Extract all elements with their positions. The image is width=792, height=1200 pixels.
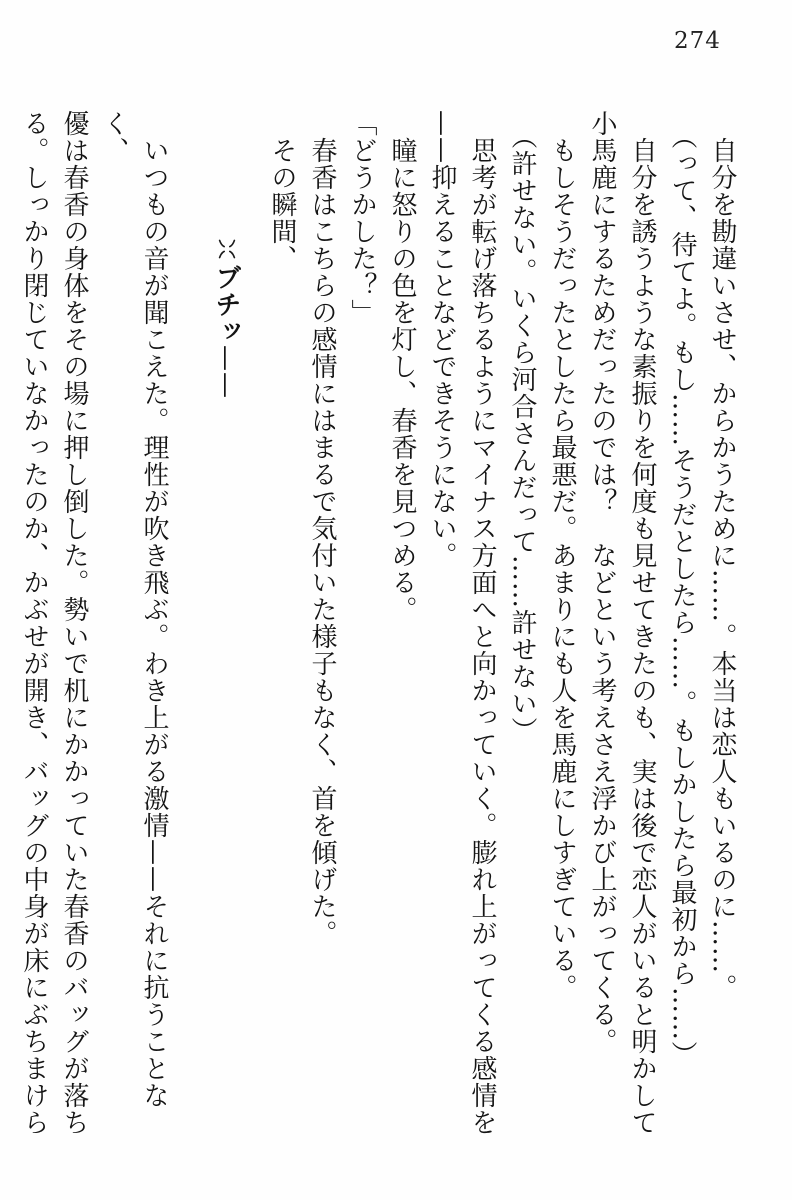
text-line: （って、待てよ。もし……そうだとしたら……。もしかしたら最初から……） bbox=[667, 123, 697, 1068]
text-line: （許せない。いくら河合さんだって……許せない） bbox=[507, 123, 537, 744]
text-line: 瞳に怒りの色を灯し、春香を見つめる。 bbox=[387, 137, 417, 623]
anger-mark-icon bbox=[213, 236, 239, 264]
text-line: ——抑えることなどできそうにない。 bbox=[427, 110, 457, 569]
text-line: 優は春香の身体をその場に押し倒した。勢いで机にかかっていた春香のバッグが落ち bbox=[59, 110, 89, 1136]
text-line: る。しっかり閉じていなかったのか、かぶせが開き、バッグの中身が床にぶちまけら bbox=[19, 110, 49, 1136]
sfx-text: ブチッ bbox=[211, 264, 241, 345]
page-number: 274 bbox=[674, 28, 721, 54]
dialogue-line: 「どうかした？」 bbox=[347, 110, 377, 326]
text-line: 自分を勘違いさせ、からかうために……。本当は恋人もいるのに……。 bbox=[707, 137, 737, 1001]
sfx-dash: —— bbox=[211, 345, 241, 399]
text-line: もしそうだったとしたら最悪だ。あまりにも人を馬鹿にしすぎている。 bbox=[547, 137, 577, 1001]
text-line: いつもの音が聞こえた。理性が吹き飛ぶ。わき上がる激情——それに抗うことなく、 bbox=[99, 110, 169, 1109]
text-line: 春香はこちらの感情にはまるで気付いた様子もなく、首を傾げた。 bbox=[307, 137, 337, 947]
sound-effect-line bbox=[206, 110, 246, 1146]
text-line: 小馬鹿にするためだったのでは？ などという考えさえ浮かび上がってくる。 bbox=[587, 110, 617, 1055]
text-line: 思考が転げ落ちるようにマイナス方面へと向かっていく。膨れ上がってくる感情を bbox=[467, 137, 497, 1136]
body-text bbox=[14, 110, 742, 1146]
text-line: その瞬間、 bbox=[267, 137, 297, 272]
text-line: 自分を誘うような素振りを何度も見せてきたのも、実は後で恋人がいると明かして bbox=[627, 137, 657, 1136]
